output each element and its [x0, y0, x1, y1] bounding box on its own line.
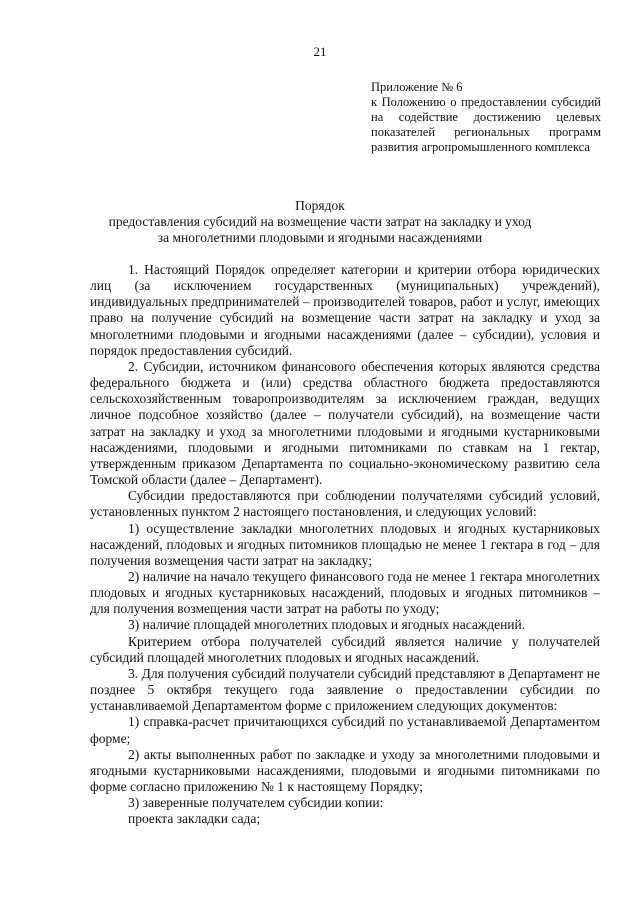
document-body	[90, 262, 600, 827]
paragraph-6: 3) наличие площадей многолетних плодовых и ягодных насаждений.	[128, 617, 526, 633]
paragraph-9: 1) справка-расчет причитающихся субсидий по устанавливаемой Департаментом форме;	[90, 714, 600, 746]
document-title-line-3: за многолетними плодовыми и ягодными насаждениями	[157, 230, 483, 245]
paragraph-12: проекта закладки сада;	[128, 811, 261, 827]
paragraph-5: 2) наличие на начало текущего финансового года не менее 1 гектара многолетних плодовых и ягодных кустарниковых насаждений, плодовых и ягодных питомников – для получения возмещения части затрат на работы по уходу;	[90, 568, 600, 617]
paragraph-4: 1) осуществление закладки многолетних плодовых и ягодных кустарниковых насаждений, плодовых и ягодных питомников площадью не менее 1 гектара в год – для получения возмещения части затрат на закладку;	[90, 520, 600, 568]
paragraph-7: Критерием отбора получателей субсидий является наличие у получателей субсидий площадей многолетних плодовых и ягодных насаждений.	[90, 633, 600, 665]
page-number: 21	[313, 44, 327, 59]
paragraph-11: 3) заверенные получателем субсидии копии:	[128, 795, 384, 811]
document-title-line-2: предоставления субсидий на возмещение части затрат на закладку и уход	[108, 214, 532, 229]
paragraph-8: 3. Для получения субсидий получатели субсидий представляют в Департамент не позднее 5 октября текущего года заявление о предоставлении субсидии по устанавливаемой Департаментом форме с приложением следующих документов:	[90, 665, 600, 714]
appendix-header	[371, 80, 601, 155]
appendix-body: к Положению о предоставлении субсидий на содействие достижению целевых показателей региональных программ развития агропромышленного комплекса	[371, 95, 601, 154]
paragraph-1: 1. Настоящий Порядок определяет категории и критерии отбора юридических лиц (за исключением государственных (муниципальных) учреждений), индивидуальных предпринимателей – производителей товаров, работ и услуг, имеющих право на получение субсидий на возмещение части затрат на закладку и уход за многолетними плодовыми и ягодными насаждениями (далее – субсидии), условия и порядок предоставления субсидий.	[90, 262, 600, 358]
paragraph-10: 2) акты выполненных работ по закладке и уходу за многолетними плодовыми и ягодными кустарниковыми насаждениями, плодовыми и ягодными питомниками по форме согласно приложению № 1 к настоящему Порядку;	[90, 746, 600, 794]
document-title-line-1: Порядок	[295, 198, 345, 213]
paragraph-3: Субсидии предоставляются при соблюдении получателями субсидий условий, установленных пунктом 2 настоящего постановления, и следующих условий:	[90, 488, 600, 520]
appendix-title: Приложение № 6	[371, 80, 463, 94]
paragraph-2: 2. Субсидии, источником финансового обеспечения которых являются средства федерального бюджета и (или) средства областного бюджета предоставляются сельскохозяйственным товаропроизводителям за исключением граждан, ведущих личное подсобное хозяйство (далее – получатели субсидий), на возмещение части затрат на закладку и уход за многолетними плодовыми и ягодными кустарниковыми насаждениями, плодовыми и ягодными питомниками по ставкам на 1 гектар, утвержденным приказом Департамента по социально-экономическому развитию села Томской области (далее – Департамент).	[90, 358, 600, 488]
